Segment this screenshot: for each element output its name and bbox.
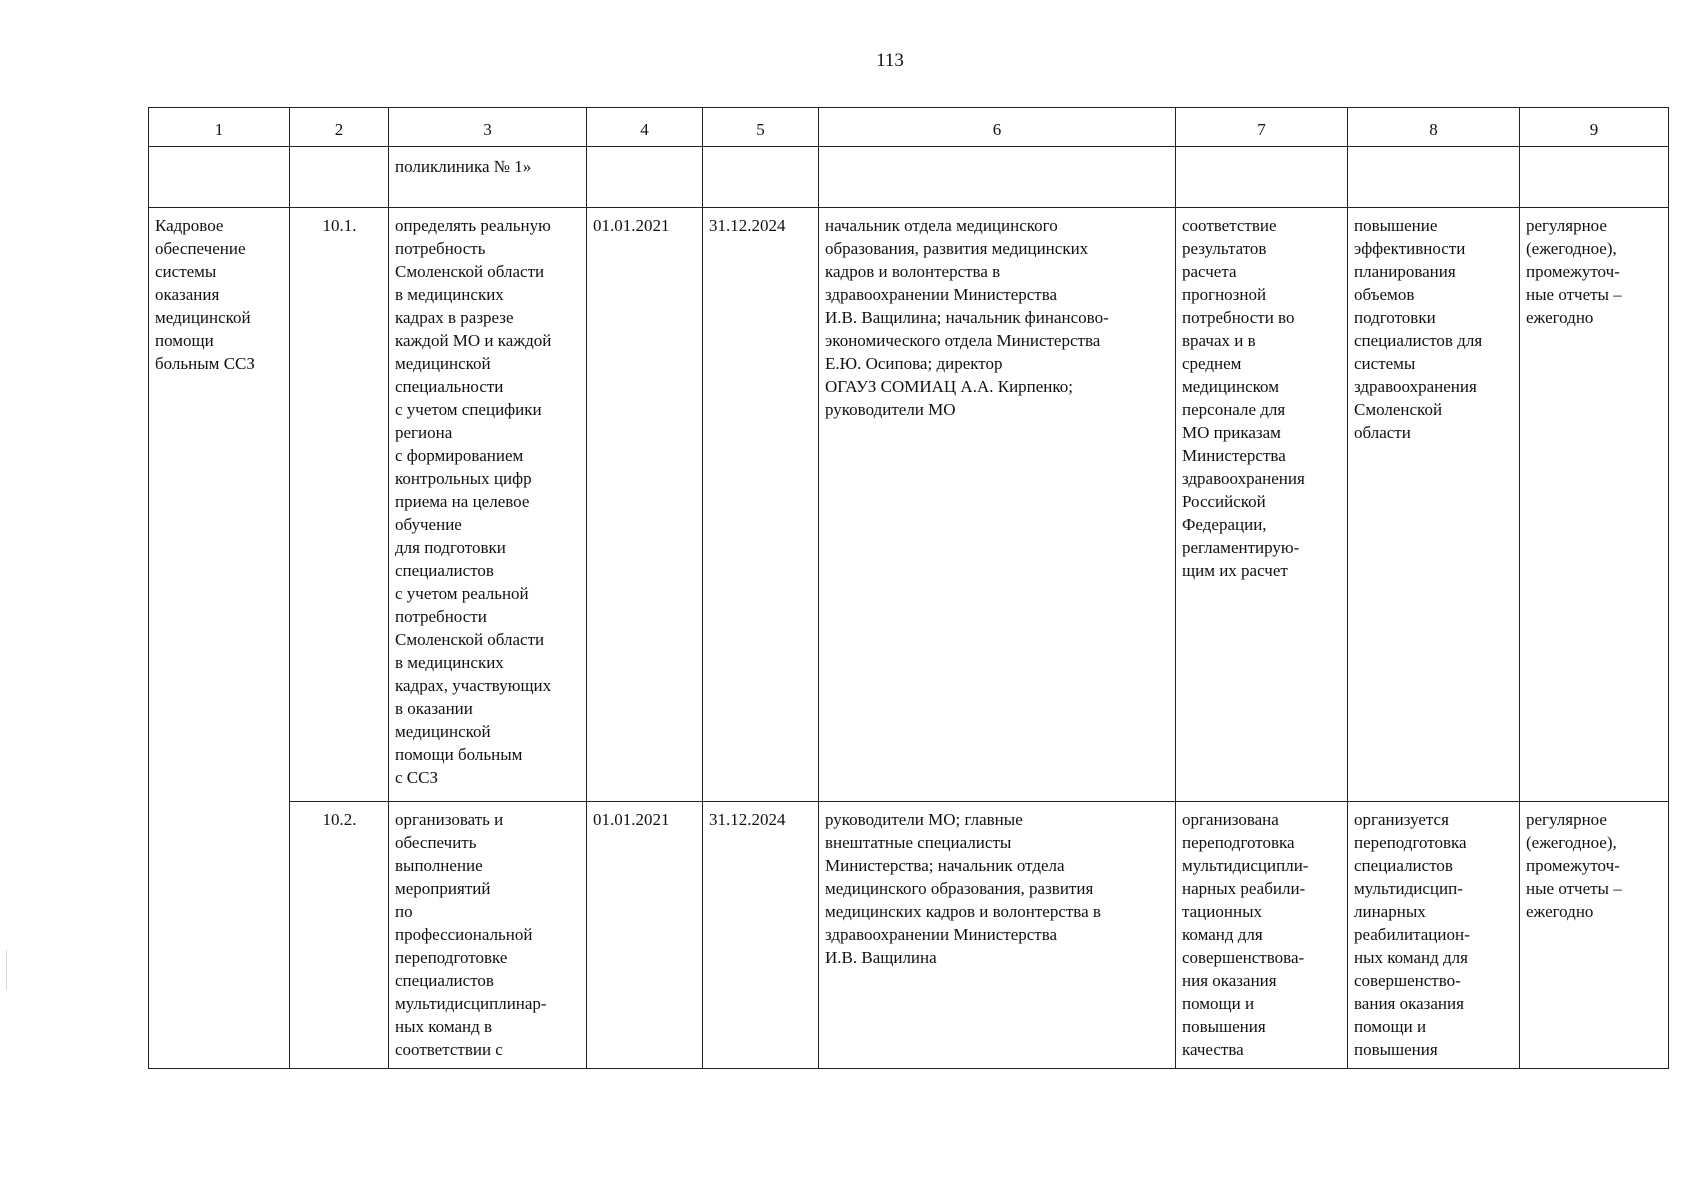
responsible-text: начальник отдела медицинского образования, развития медицинских кадров и волонтерства в здравоохранении Министерства И.В. Ващилина; начальник финансово- экономического отдела Министерства Е.Ю. Осипова; директор ОГАУЗ СОМИАЦ А.А. Кирпенко; руководители МО (819, 208, 1176, 802)
table-cell (149, 147, 290, 208)
end-date: 31.12.2024 (703, 802, 819, 1069)
table-cell (1348, 147, 1520, 208)
table-row (149, 208, 1669, 802)
continuation-row (149, 147, 1669, 208)
section-title: Кадровое обеспечение системы оказания медицинской помощи больным ССЗ (149, 208, 290, 1069)
effect-text: повышение эффективности планирования объемов подготовки специалистов для системы здравоохранения Смоленской области (1348, 208, 1520, 802)
table-cell (703, 147, 819, 208)
column-header: 2 (290, 108, 389, 147)
column-number-row (149, 108, 1669, 147)
column-header: 4 (587, 108, 703, 147)
row-number: 10.1. (290, 208, 389, 802)
measures-table (148, 107, 1669, 1069)
continuation-text: поликлиника № 1» (389, 147, 587, 208)
row-number: 10.2. (290, 802, 389, 1069)
table-cell (587, 147, 703, 208)
table-cell (819, 147, 1176, 208)
activity-text: определять реальную потребность Смоленской области в медицинских кадрах в разрезе каждой МО и каждой медицинской специальности с учетом специфики региона с формированием контрольных цифр приема на целевое обучение для подготовки специалистов с учетом реальной потребности Смоленской области в медицинских кадрах, участвующих в оказании медицинской помощи больным с ССЗ (389, 208, 587, 802)
scan-margin-mark (6, 950, 7, 990)
start-date: 01.01.2021 (587, 208, 703, 802)
column-header: 1 (149, 108, 290, 147)
table-row (149, 802, 1669, 1069)
table-cell (1520, 147, 1669, 208)
effect-text: организуется переподготовка специалистов мультидисцип- линарных реабилитацион- ных команд для совершенство- вания оказания помощи и повышения (1348, 802, 1520, 1069)
column-header: 6 (819, 108, 1176, 147)
column-header: 3 (389, 108, 587, 147)
column-header: 7 (1176, 108, 1348, 147)
start-date: 01.01.2021 (587, 802, 703, 1069)
table-cell (1176, 147, 1348, 208)
result-text: соответствие результатов расчета прогнозной потребности во врачах и в среднем медицинском персонале для МО приказам Министерства здравоохранения Российской Федерации, регламентирую- щим их расчет (1176, 208, 1348, 802)
column-header: 5 (703, 108, 819, 147)
page-number: 113 (876, 50, 904, 71)
table-cell (290, 147, 389, 208)
end-date: 31.12.2024 (703, 208, 819, 802)
result-text: организована переподготовка мультидисципли- нарных реабили- тационных команд для совершенствова- ния оказания помощи и повышения качества (1176, 802, 1348, 1069)
control-text: регулярное (ежегодное), промежуточ- ные отчеты – ежегодно (1520, 208, 1669, 802)
responsible-text: руководители МО; главные внештатные специалисты Министерства; начальник отдела медицинского образования, развития медицинских кадров и волонтерства в здравоохранении Министерства И.В. Ващилина (819, 802, 1176, 1069)
activity-text: организовать и обеспечить выполнение мероприятий по профессиональной переподготовке специалистов мультидисциплинар- ных команд в соответствии с (389, 802, 587, 1069)
column-header: 9 (1520, 108, 1669, 147)
column-header: 8 (1348, 108, 1520, 147)
control-text: регулярное (ежегодное), промежуточ- ные отчеты – ежегодно (1520, 802, 1669, 1069)
